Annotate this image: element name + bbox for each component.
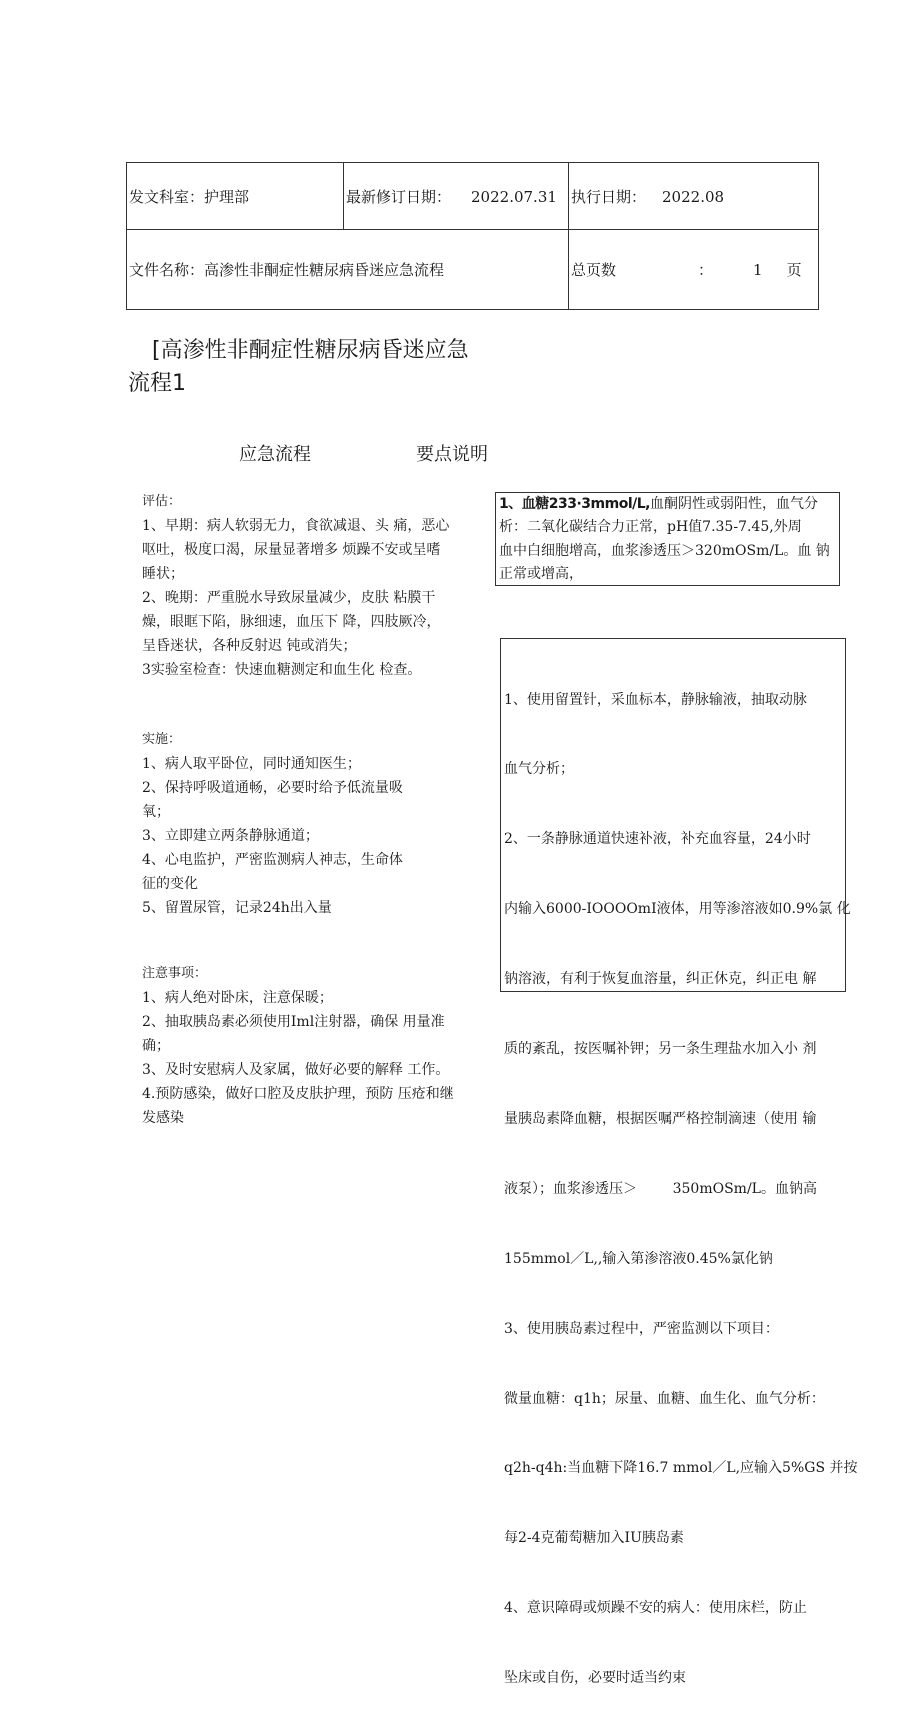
box1-line1-rest: 血酮阴性或弱阳性，血气分 [649, 496, 818, 512]
implementation-line: 征的变化 [142, 876, 198, 892]
box2-line: 1、使用留置针，采血标本，静脉输液，抽取动脉 [504, 691, 807, 708]
precaution-line: 1、病人绝对卧床，注意保暖； [142, 990, 333, 1006]
flow-column-heading: 应急流程 [239, 444, 311, 465]
box2-line: 155mmol／L,,输入第渗溶液0.45%氯化钠 [504, 1250, 773, 1267]
implementation-line: 3、立即建立两条静脉通道； [142, 828, 319, 844]
precaution-line: 4.预防感染，做好口腔及皮肤护理，预防 压疮和继 [142, 1086, 454, 1102]
revision-label: 最新修订日期： [346, 187, 452, 206]
box1-line: 血中白细胞增高，血浆渗透压＞320mOSm/L。血 钠 [499, 542, 830, 559]
assessment-line: 呕吐，极度口渴，尿量显著增多 烦躁不安或呈嗜 [142, 542, 441, 558]
assessment-section [142, 490, 492, 682]
assessment-line: 2、晚期：严重脱水导致尿量减少，皮肤 粘膜干 [142, 590, 436, 606]
assessment-line: 3实验室检查：快速血糖测定和血生化 检查。 [142, 662, 422, 678]
box2-line: 微量血糖：q1h；尿量、血糖、血生化、血气分析： [504, 1390, 825, 1407]
assessment-notes-box [495, 492, 840, 586]
assessment-line: 呈昏迷状，各种反射迟 钝或消失； [142, 638, 357, 654]
blood-sugar-value: 1、血糖233·3mmol/L, [499, 496, 650, 512]
precautions-label: 注意事项： [142, 966, 208, 981]
exec-label: 执行日期： [571, 187, 647, 206]
implementation-line: 5、留置尿管，记录24h出入量 [142, 900, 332, 916]
revision-cell [344, 163, 569, 230]
implementation-label: 实施： [142, 732, 182, 747]
box1-line: 正常或增高， [499, 565, 583, 582]
precaution-line: 3、及时安慰病人及家属，做好必要的解释 工作。 [142, 1062, 450, 1078]
box2-line: 量胰岛素降血糖，根据医嘱严格控制滴速（使用 输 [504, 1110, 817, 1127]
implementation-line: 4、心电监护，严密监测病人神志，生命体 [142, 852, 403, 868]
notes-column-heading: 要点说明 [416, 444, 488, 465]
box2-line: 内输入6000-IOOOOmI液体，用等渗溶液如0.9%氯 化 [504, 901, 851, 918]
dept-cell [127, 163, 344, 230]
total-pages-cell [569, 230, 819, 310]
dept-label: 发文科室：护理部 [129, 187, 250, 206]
box2-line: 3、使用胰岛素过程中，严密监测以下项目： [504, 1320, 779, 1337]
exec-cell [569, 163, 819, 230]
box2-line: q2h-q4h:当血糖下降16.7 mmol／L,应输入5%GS 并按 [504, 1460, 858, 1477]
exec-date: 2022.08 [662, 187, 725, 206]
precaution-line: 确； [142, 1038, 170, 1054]
box1-line [499, 493, 837, 516]
assessment-line: 1、早期：病人软弱无力，食欲减退、头 痛，恶心 [142, 518, 450, 534]
precautions-section [142, 962, 492, 1130]
total-pages-label: 总页数 [571, 261, 617, 279]
precaution-line: 2、抽取胰岛素必须使用Iml注射器，确保 用量准 [142, 1014, 445, 1030]
box2-line: 血气分析； [504, 761, 574, 778]
implementation-line: 1、病人取平卧位，同时通知医生； [142, 756, 361, 772]
box2-line: 4、意识障碍或烦躁不安的病人：使用床栏，防止 [504, 1600, 807, 1617]
assessment-line: 睡状； [142, 566, 184, 582]
filename-cell [127, 230, 569, 310]
box2-line: 2、一条静脉通道快速补液，补充血容量，24小时 [504, 831, 811, 848]
box2-line: 质的紊乱，按医嘱补钾；另一条生理盐水加入小 剂 [504, 1041, 817, 1058]
box2-line: 坠床或自伤，必要时适当约束 [504, 1670, 686, 1687]
box2-line: 钠溶液，有利于恢复血溶量，纠正休克，纠正电 解 [504, 971, 817, 988]
page-count: 1 [753, 261, 763, 279]
implementation-line: 氧； [142, 804, 170, 820]
filename-label: 文件名称：高渗性非酮症性糖尿病昏迷应急流程 [129, 261, 445, 279]
revision-date: 2022.07.31 [471, 187, 557, 206]
title-line-1: [高渗性非酮症性糖尿病昏迷应急 [152, 338, 469, 363]
box2-line: 每2-4克葡萄糖加入IU胰岛素 [504, 1530, 684, 1547]
title-line-2: 流程1 [128, 371, 186, 396]
total-pages-colon: ： [698, 261, 714, 279]
implementation-notes-box [500, 638, 858, 1687]
box2-line: 液泵）；血浆渗透压＞ 350mOSm/L。血钠高 [504, 1180, 817, 1197]
implementation-section [142, 728, 492, 920]
box1-line: 析：二氧化碳结合力正常，pH值7.35-7.45,外周 [499, 519, 802, 536]
implementation-line: 2、保持呼吸道通畅，必要时给予低流量吸 [142, 780, 403, 796]
page-unit: 页 [786, 261, 802, 279]
document-header-table [126, 162, 819, 310]
precaution-line: 发感染 [142, 1110, 184, 1126]
page-title [128, 334, 528, 400]
assessment-line: 燥，眼眶下陷，脉细速，血压下 降，四肢厥冷， [142, 614, 441, 630]
assessment-label: 评估： [142, 494, 182, 509]
